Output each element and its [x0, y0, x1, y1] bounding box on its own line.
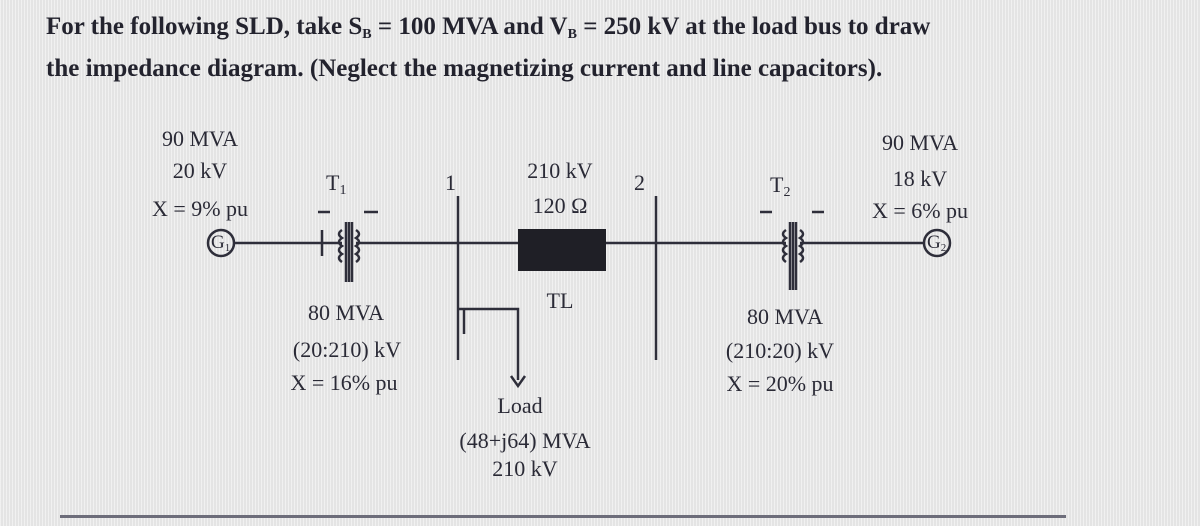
g1-symbol: $G_1$: [211, 232, 231, 254]
load-name: Load: [497, 393, 543, 418]
transformer-t2: [760, 212, 824, 290]
t2-label: $T_2$: [770, 172, 791, 200]
line-resistance: 120 Ω: [532, 193, 588, 218]
t1-reactance: X = 16% pu: [290, 370, 398, 395]
bottom-divider: [60, 515, 1066, 518]
t2-reactance: X = 20% pu: [726, 371, 834, 396]
load-power: (48+j64) MVA: [459, 428, 591, 453]
g1-reactance: X = 9% pu: [151, 196, 249, 221]
line-name: TL: [546, 288, 574, 313]
line-voltage: 210 kV: [527, 158, 593, 183]
bus-1-label: 1: [445, 170, 456, 195]
g2-rating-kv: 18 kV: [892, 166, 948, 191]
problem-line-2: the impedance diagram. (Neglect the magnetizing current and line capacitors).: [46, 55, 883, 82]
g1-rating-kv: 20 kV: [172, 158, 228, 183]
g2-reactance: X = 6% pu: [871, 198, 969, 223]
t1-label: $T_1$: [326, 170, 347, 198]
load-voltage: 210 kV: [492, 456, 558, 481]
t2-rating-mva: 80 MVA: [746, 304, 823, 329]
t1-ratio: (20:210) kV: [292, 337, 402, 362]
g2-symbol: $G_2$: [927, 232, 947, 254]
t1-rating-mva: 80 MVA: [307, 300, 384, 325]
g2-rating-mva: 90 MVA: [881, 130, 958, 155]
bus-2-label: 2: [634, 170, 645, 195]
load-feeder: [458, 309, 518, 380]
problem-line-1: For the following SLD, take $S_B = 100$ MVA and $V_B = 250$ kV at the load bus to draw: [46, 13, 931, 42]
g1-rating-mva: 90 MVA: [161, 126, 238, 151]
transformer-t1: [318, 212, 380, 282]
transmission-line-block: [518, 229, 606, 271]
t2-ratio: (210:20) kV: [725, 338, 835, 363]
